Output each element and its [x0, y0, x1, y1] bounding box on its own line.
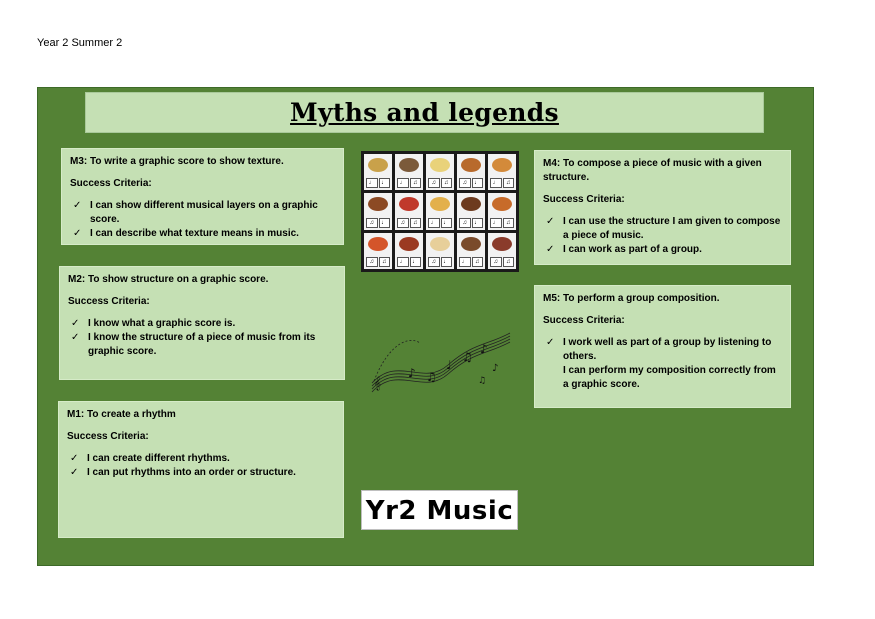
objective-card-m4 — [534, 150, 791, 265]
criteria-item: ✓ I can create different rhythms. — [70, 453, 230, 464]
page-header: Year 2 Summer 2 — [37, 37, 123, 49]
food-rhythm-card: ♩ ♫ — [488, 154, 516, 190]
objective-card-m1 — [58, 401, 344, 538]
page-title: Myths and legends — [290, 98, 559, 127]
success-criteria-label: Success Criteria: — [70, 178, 152, 189]
music-notes-graphic — [368, 325, 514, 395]
criteria-item: ✓ I can work as part of a group. — [546, 244, 702, 255]
objective-card-m2 — [59, 266, 345, 380]
criteria-item: ✓ I can put rhythms into an order or structure. — [70, 467, 296, 478]
food-rhythm-card: ♩ ♫ — [457, 233, 485, 269]
tick-icon: ✓ — [73, 200, 82, 211]
success-criteria-label: Success Criteria: — [543, 315, 625, 326]
objective-title: M4: To compose a piece of music with a given structure. — [543, 158, 762, 183]
food-rhythm-card: ♩ ♫ — [395, 154, 423, 190]
tick-icon: ✓ — [546, 216, 555, 227]
criteria-item: ✓ I know the structure of a piece of music from its graphic score. — [71, 332, 316, 357]
criteria-item: ✓ I can show different musical layers on a graphic score. — [73, 200, 318, 225]
success-criteria-label: Success Criteria: — [68, 296, 150, 307]
success-criteria-label: Success Criteria: — [543, 194, 625, 205]
tick-icon: ✓ — [71, 332, 80, 343]
food-rhythm-card: ♫ ♩ — [457, 193, 485, 229]
objective-card-m5 — [534, 285, 791, 408]
tick-icon: ✓ — [70, 453, 79, 464]
svg-text:♫: ♫ — [478, 376, 487, 386]
food-rhythm-card: ♫ ♩ — [364, 193, 392, 229]
yr2-music-badge — [361, 490, 518, 530]
objective-title: M2: To show structure on a graphic score. — [68, 274, 269, 285]
criteria-item: ✓ I know what a graphic score is. — [71, 318, 236, 329]
objective-title: M3: To write a graphic score to show texture. — [70, 156, 284, 167]
tick-icon: ✓ — [73, 228, 82, 239]
food-rhythm-card: ♩ ♫ — [488, 193, 516, 229]
food-rhythm-card: ♫ ♩ — [426, 233, 454, 269]
svg-text:♫: ♫ — [426, 370, 437, 384]
badge-text: Yr2 Music — [365, 496, 514, 526]
criteria-item: ✓ I can describe what texture means in music. — [73, 228, 299, 239]
svg-text:♫: ♫ — [462, 350, 473, 364]
objective-title: M5: To perform a group composition. — [543, 293, 720, 304]
success-criteria-label: Success Criteria: — [67, 431, 149, 442]
title-banner — [85, 92, 764, 133]
food-rhythm-card: ♫ ♫ — [364, 233, 392, 269]
food-rhythm-card: ♩ ♩ — [364, 154, 392, 190]
food-rhythm-card: ♫ ♫ — [395, 193, 423, 229]
svg-text:♩: ♩ — [446, 358, 452, 372]
tick-icon: ✓ — [546, 337, 555, 348]
svg-text:𝄞: 𝄞 — [374, 376, 382, 390]
food-rhythm-card: ♫ ♩ — [457, 154, 485, 190]
tick-icon: ✓ — [70, 467, 79, 478]
tick-icon: ✓ — [71, 318, 80, 329]
food-rhythm-grid-image — [361, 151, 519, 272]
criteria-item: ✓ I work well as part of a group by listening to others. — [546, 337, 772, 362]
food-rhythm-card: ♫ ♫ — [426, 154, 454, 190]
svg-text:♪: ♪ — [480, 342, 488, 356]
food-rhythm-card: ♩ ♩ — [395, 233, 423, 269]
svg-text:♪: ♪ — [408, 366, 416, 380]
tick-icon: ✓ — [546, 244, 555, 255]
objective-title: M1: To create a rhythm — [67, 409, 176, 420]
food-rhythm-card: ♫ ♫ — [488, 233, 516, 269]
objective-card-m3 — [61, 148, 344, 245]
criteria-item: I can perform my composition correctly from a graphic score. — [563, 365, 776, 390]
svg-text:♪: ♪ — [492, 363, 499, 374]
criteria-item: ✓ I can use the structure I am given to compose a piece of music. — [546, 216, 781, 241]
food-rhythm-card: ♩ ♩ — [426, 193, 454, 229]
